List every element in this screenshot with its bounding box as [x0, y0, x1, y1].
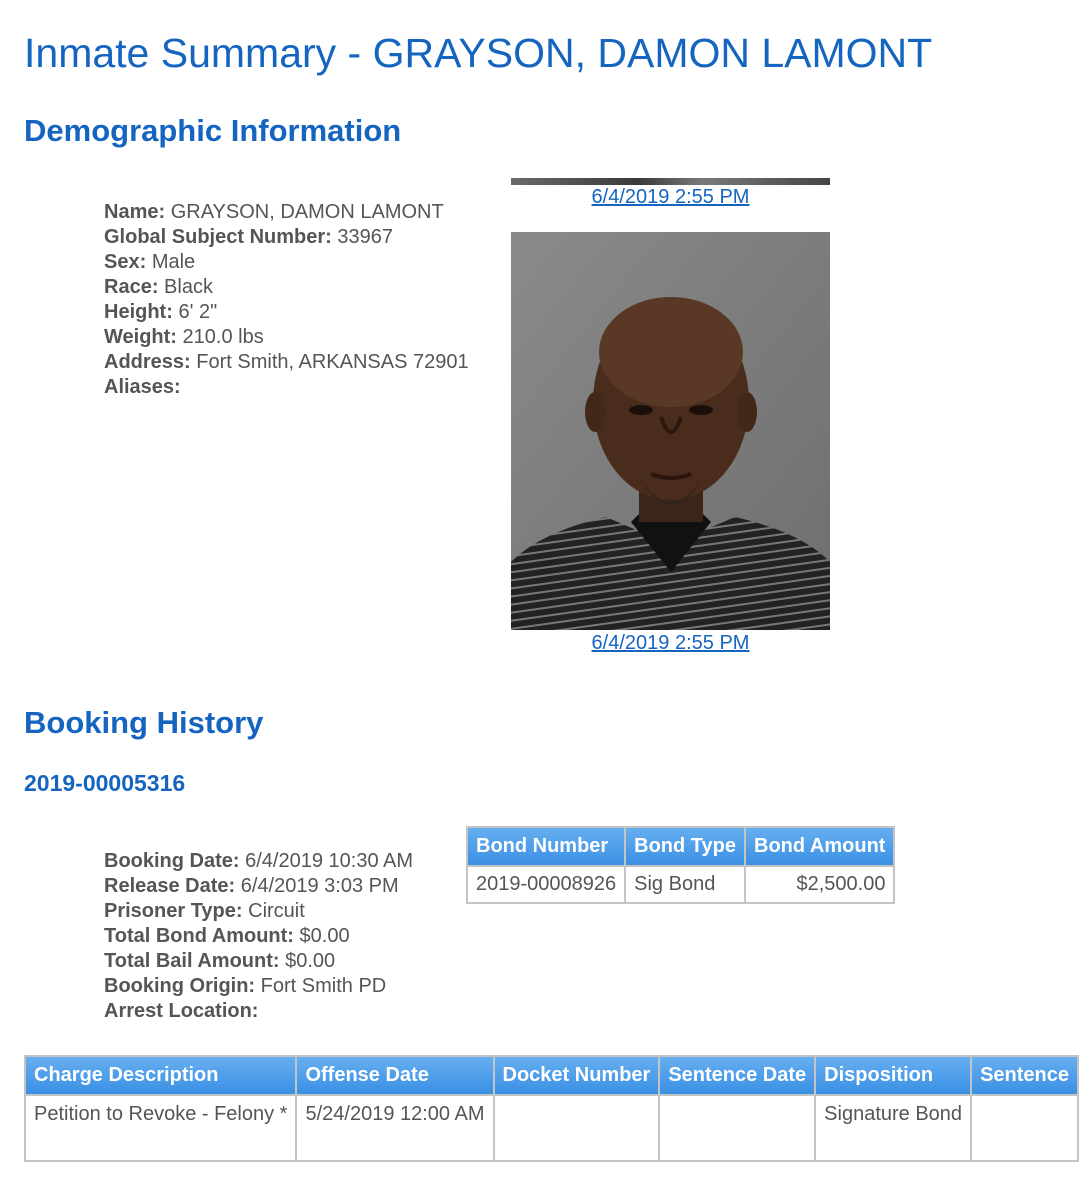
- sex-label: Sex:: [104, 251, 147, 273]
- height-value: 6' 2": [178, 301, 218, 323]
- charges-table: [24, 1055, 1079, 1162]
- release-date-row: [104, 874, 413, 899]
- bond-number-cell: 2019-00008926: [468, 867, 626, 902]
- sex-row: [104, 250, 469, 275]
- release-date-label: Release Date:: [104, 875, 236, 897]
- offense-date-header[interactable]: Offense Date: [297, 1057, 494, 1096]
- bond-type-cell: Sig Bond: [626, 867, 746, 902]
- disposition-header[interactable]: Disposition: [816, 1057, 972, 1096]
- docket-number-cell: [495, 1096, 661, 1160]
- aliases-label: Aliases:: [104, 376, 181, 398]
- sentence-date-cell: [660, 1096, 816, 1160]
- bond-table-header: [468, 828, 893, 867]
- subject-number-row: [104, 225, 469, 250]
- booking-date-row: [104, 849, 413, 874]
- previous-photo-thumbnail[interactable]: [511, 178, 830, 185]
- prisoner-type-value: Circuit: [248, 900, 305, 922]
- total-bail-row: [104, 949, 413, 974]
- race-value: Black: [164, 276, 213, 298]
- page-title: Inmate Summary - GRAYSON, DAMON LAMONT: [24, 30, 933, 76]
- table-row: [468, 867, 893, 902]
- demographic-section-title: Demographic Information: [24, 113, 402, 148]
- prisoner-type-row: [104, 899, 413, 924]
- booking-number: 2019-00005316: [24, 770, 186, 796]
- total-bond-row: [104, 924, 413, 949]
- disposition-cell: Signature Bond: [816, 1096, 972, 1160]
- booking-origin-label: Booking Origin:: [104, 975, 256, 997]
- name-label: Name:: [104, 201, 166, 223]
- table-row: [26, 1096, 1077, 1160]
- sentence-date-header[interactable]: Sentence Date: [660, 1057, 816, 1096]
- name-value: GRAYSON, DAMON LAMONT: [170, 201, 444, 223]
- bond-number-header[interactable]: Bond Number: [468, 828, 626, 867]
- booking-date-value: 6/4/2019 10:30 AM: [245, 850, 414, 872]
- bond-type-header[interactable]: Bond Type: [626, 828, 746, 867]
- address-value: Fort Smith, ARKANSAS 72901: [196, 351, 469, 373]
- sentence-header[interactable]: Sentence: [972, 1057, 1077, 1096]
- address-row: [104, 350, 469, 375]
- charges-table-viewport: [24, 1055, 1069, 1165]
- subject-number-label: Global Subject Number:: [104, 226, 332, 248]
- bond-table: [466, 826, 895, 904]
- booking-origin-value: Fort Smith PD: [260, 975, 387, 997]
- address-label: Address:: [104, 351, 191, 373]
- booking-date-label: Booking Date:: [104, 850, 240, 872]
- total-bond-value: $0.00: [299, 925, 350, 947]
- charges-table-header: [26, 1057, 1077, 1096]
- total-bond-label: Total Bond Amount:: [104, 925, 294, 947]
- weight-row: [104, 325, 469, 350]
- booking-history-title: Booking History: [24, 705, 264, 740]
- photo-date-link-2[interactable]: 6/4/2019 2:55 PM: [591, 632, 750, 654]
- bond-amount-header[interactable]: Bond Amount: [746, 828, 893, 867]
- charge-description-header[interactable]: Charge Description: [26, 1057, 297, 1096]
- demographic-info-list: [104, 200, 469, 400]
- bond-amount-cell: $2,500.00: [796, 873, 886, 895]
- booking-origin-row: [104, 974, 413, 999]
- offense-date-cell: 5/24/2019 12:00 AM: [297, 1096, 494, 1160]
- release-date-value: 6/4/2019 3:03 PM: [240, 875, 399, 897]
- name-row: [104, 200, 469, 225]
- prisoner-type-label: Prisoner Type:: [104, 900, 243, 922]
- height-row: [104, 300, 469, 325]
- aliases-row: [104, 375, 469, 400]
- docket-number-header[interactable]: Docket Number: [495, 1057, 661, 1096]
- charge-description-cell: Petition to Revoke - Felony *: [26, 1096, 297, 1160]
- weight-label: Weight:: [104, 326, 177, 348]
- height-label: Height:: [104, 301, 173, 323]
- photo-date-link-1[interactable]: 6/4/2019 2:55 PM: [591, 186, 750, 208]
- sex-value: Male: [151, 251, 196, 273]
- weight-value: 210.0 lbs: [182, 326, 264, 348]
- arrest-location-row: [104, 999, 413, 1024]
- sentence-cell: [972, 1096, 1077, 1160]
- total-bail-value: $0.00: [285, 950, 336, 972]
- booking-info-list: [104, 849, 413, 1024]
- race-row: [104, 275, 469, 300]
- arrest-location-label: Arrest Location:: [104, 1000, 259, 1022]
- mugshot-photo[interactable]: [511, 232, 830, 630]
- race-label: Race:: [104, 276, 159, 298]
- total-bail-label: Total Bail Amount:: [104, 950, 280, 972]
- subject-number-value: 33967: [337, 226, 393, 248]
